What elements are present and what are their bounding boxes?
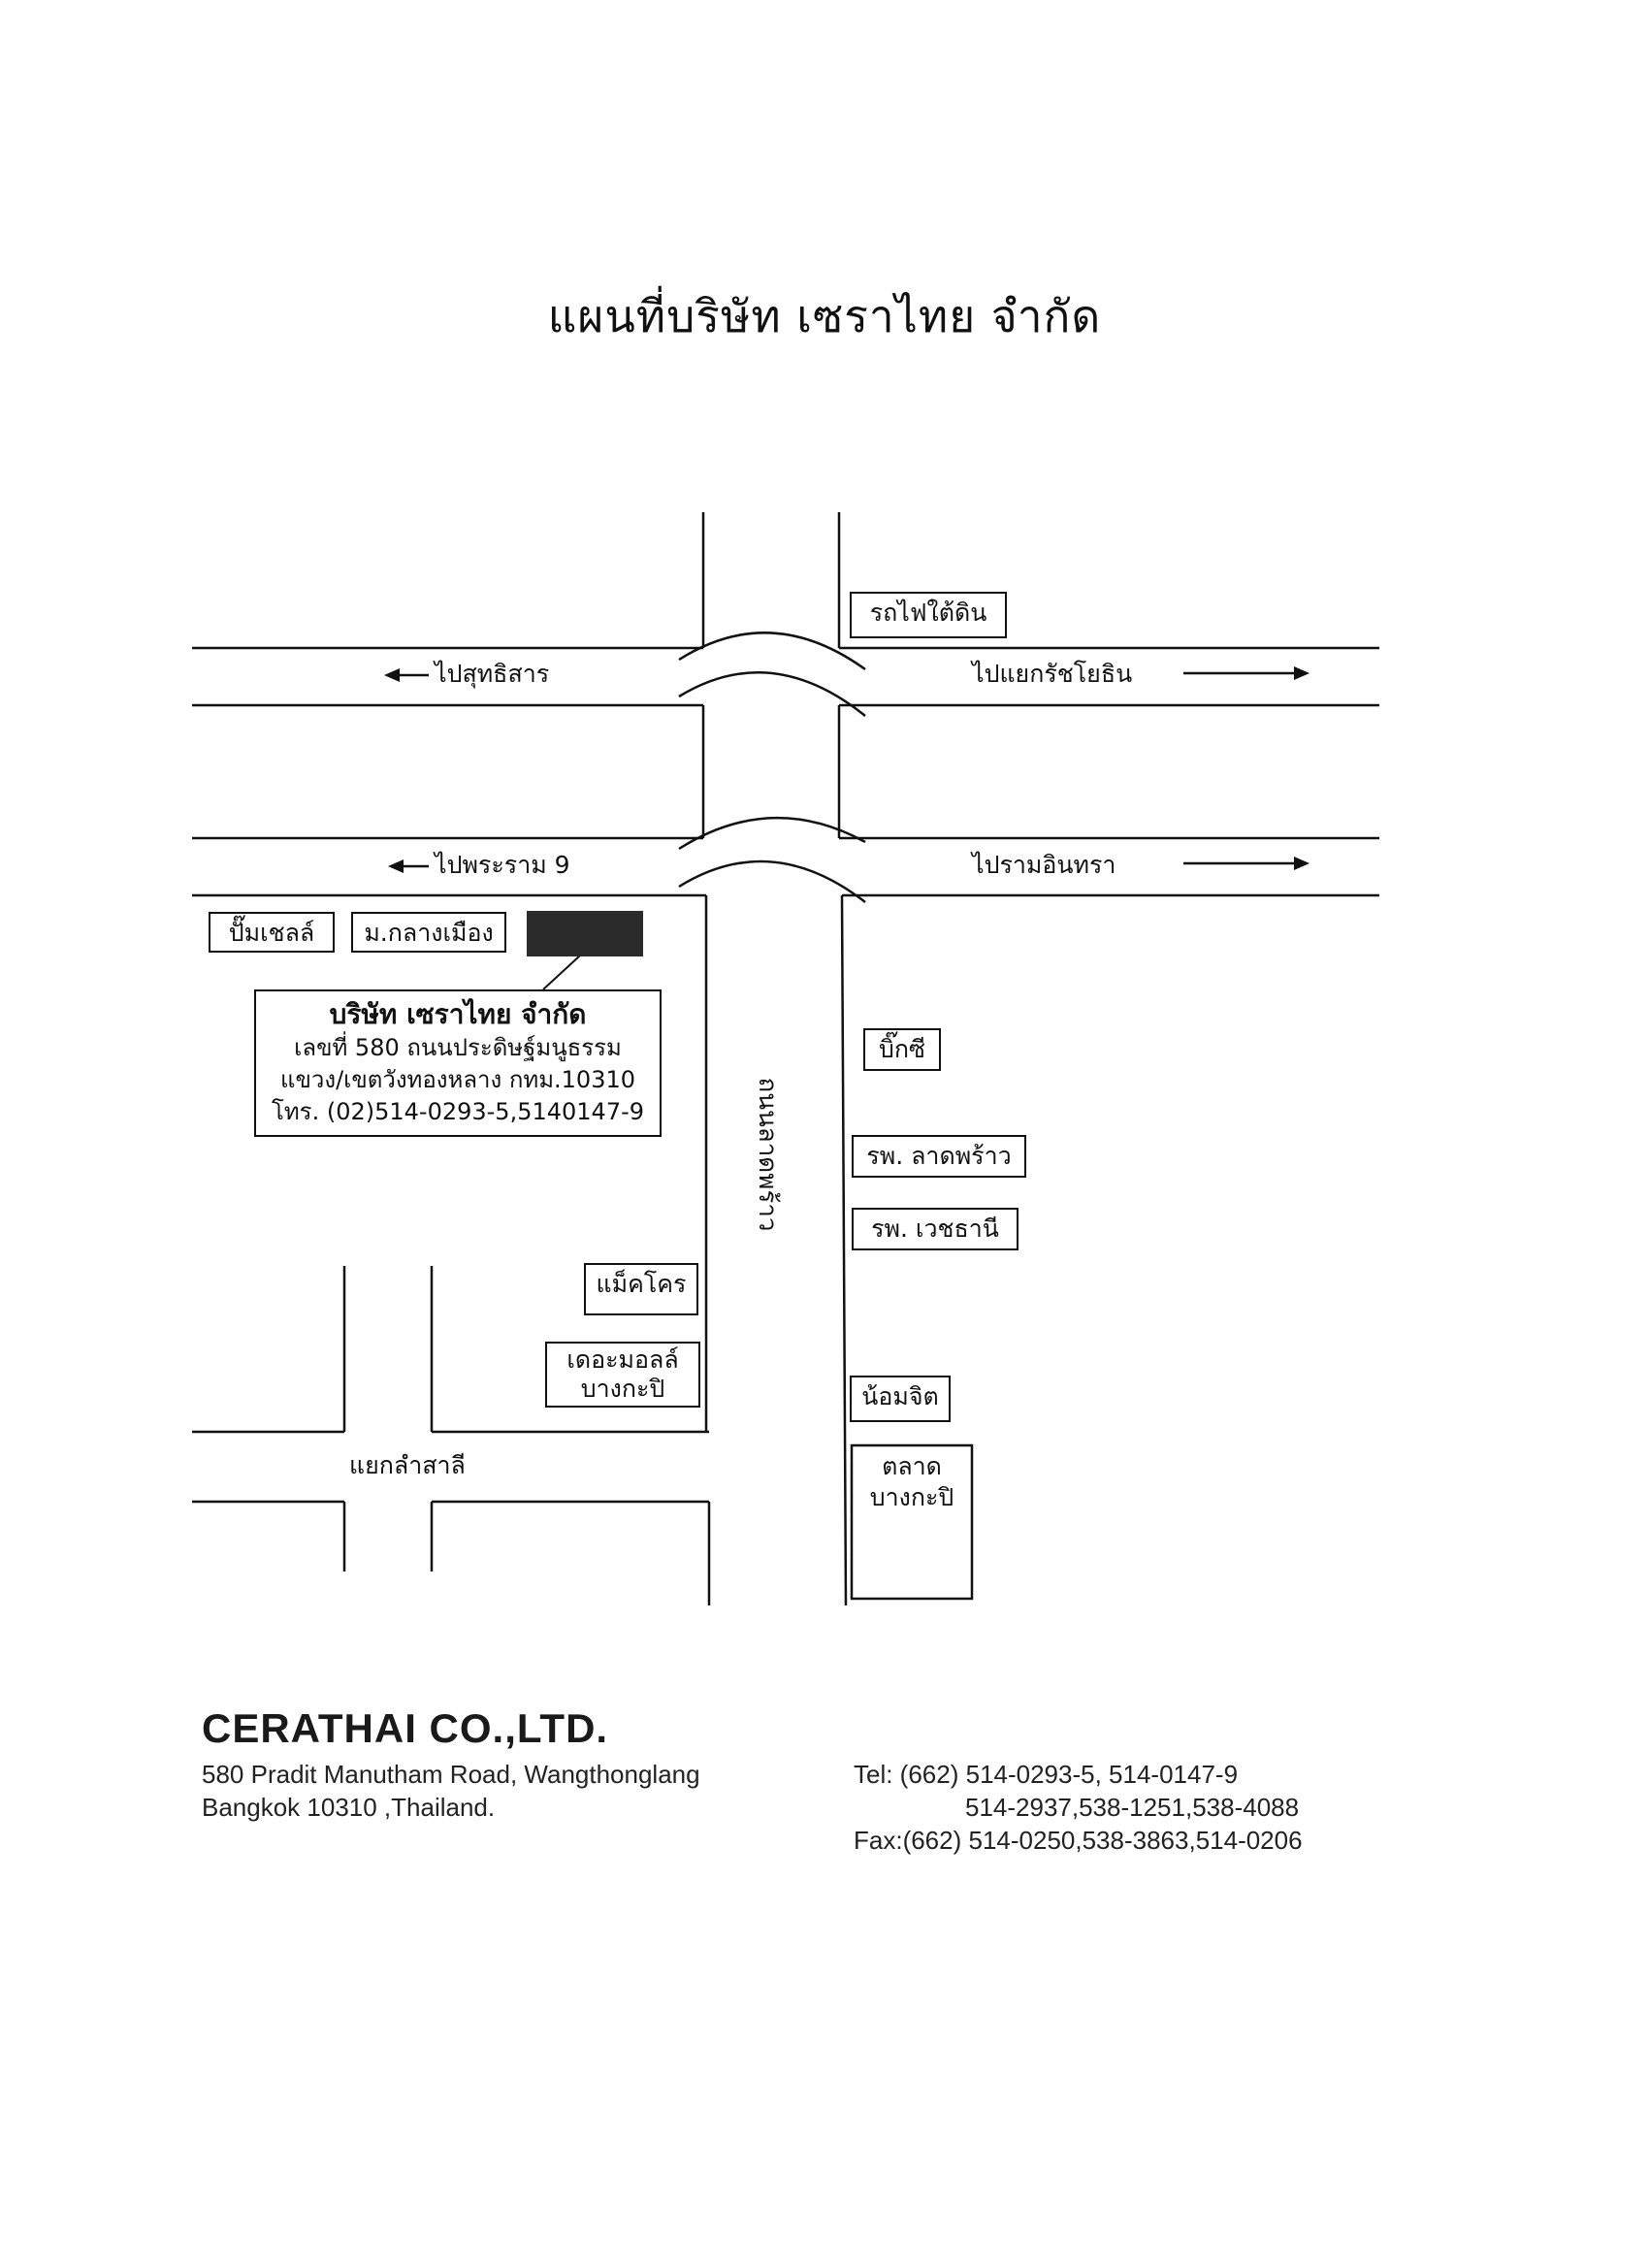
leader-line [543,956,580,989]
arrow-west-2-head [388,859,404,873]
map-title: แผนที่บริษัท เซราไทย จำกัด [547,290,1102,342]
road1-west-label: ไปสุทธิสาร [435,660,550,688]
market-label [854,1451,970,1513]
main-road-right-edge [842,895,846,1605]
footer-address-line1: 580 Pradit Manutham Road, Wangthonglang [202,1760,700,1789]
road2-west-label: ไปพระราม 9 [435,851,570,879]
bigc-box: บิ๊กซี [863,1028,941,1071]
hospital2-box: รพ. เวชธานี [852,1208,1018,1250]
nomjit-box: น้อมจิต [850,1376,951,1422]
arrow-east-1-head [1294,666,1310,680]
company-name-thai: บริษัท เซราไทย จำกัด [329,998,587,1030]
makro-box: แม็คโคร [584,1263,698,1315]
road1-east-label: ไปแยกรัชโยธิน [972,660,1133,688]
market-line2: บางกะปิ [869,1483,954,1511]
arrow-east-2-head [1294,857,1310,870]
company-location-marker [527,911,643,956]
market-line1: ตลาด [882,1452,942,1480]
footer-tel-line1: Tel: (662) 514-0293-5, 514-0147-9 [854,1760,1239,1789]
footer-tel-line2: 514-2937,538-1251,538-4088 [965,1793,1300,1822]
subway-box: รถไฟใต้ดิน [850,592,1007,638]
main-road-label: ถนนลาดพร้าว [753,1077,782,1232]
overpass-arc-2a [679,818,865,849]
company-info-box [254,989,662,1137]
junction-label: แยกลำสาลี [349,1451,466,1479]
mall-box [545,1342,700,1408]
arrow-west-1-head [384,668,400,682]
company-phone: โทร. (02)514-0293-5,5140147-9 [271,1098,645,1125]
university-box: ม.กลางเมือง [351,912,506,953]
gas-station-box: ปั๊มเชลล์ [209,912,335,953]
overpass-arc-1b [679,672,865,716]
hospital1-box: รพ. ลาดพร้าว [852,1135,1026,1178]
mall-line2: บางกะปิ [580,1375,665,1403]
footer-company-name: CERATHAI CO.,LTD. [202,1705,609,1751]
mall-line1: เดอะมอลล์ [566,1345,679,1374]
company-address-line1: เลขที่ 580 ถนนประดิษฐ์มนูธรรม [294,1034,622,1061]
overpass-arc-1a [679,632,865,669]
road2-east-label: ไปรามอินทรา [972,851,1116,879]
footer-address-line2: Bangkok 10310 ,Thailand. [202,1793,496,1822]
company-address-line2: แขวง/เขตวังทองหลาง กทม.10310 [280,1066,635,1093]
footer-fax: Fax:(662) 514-0250,538-3863,514-0206 [854,1826,1303,1855]
